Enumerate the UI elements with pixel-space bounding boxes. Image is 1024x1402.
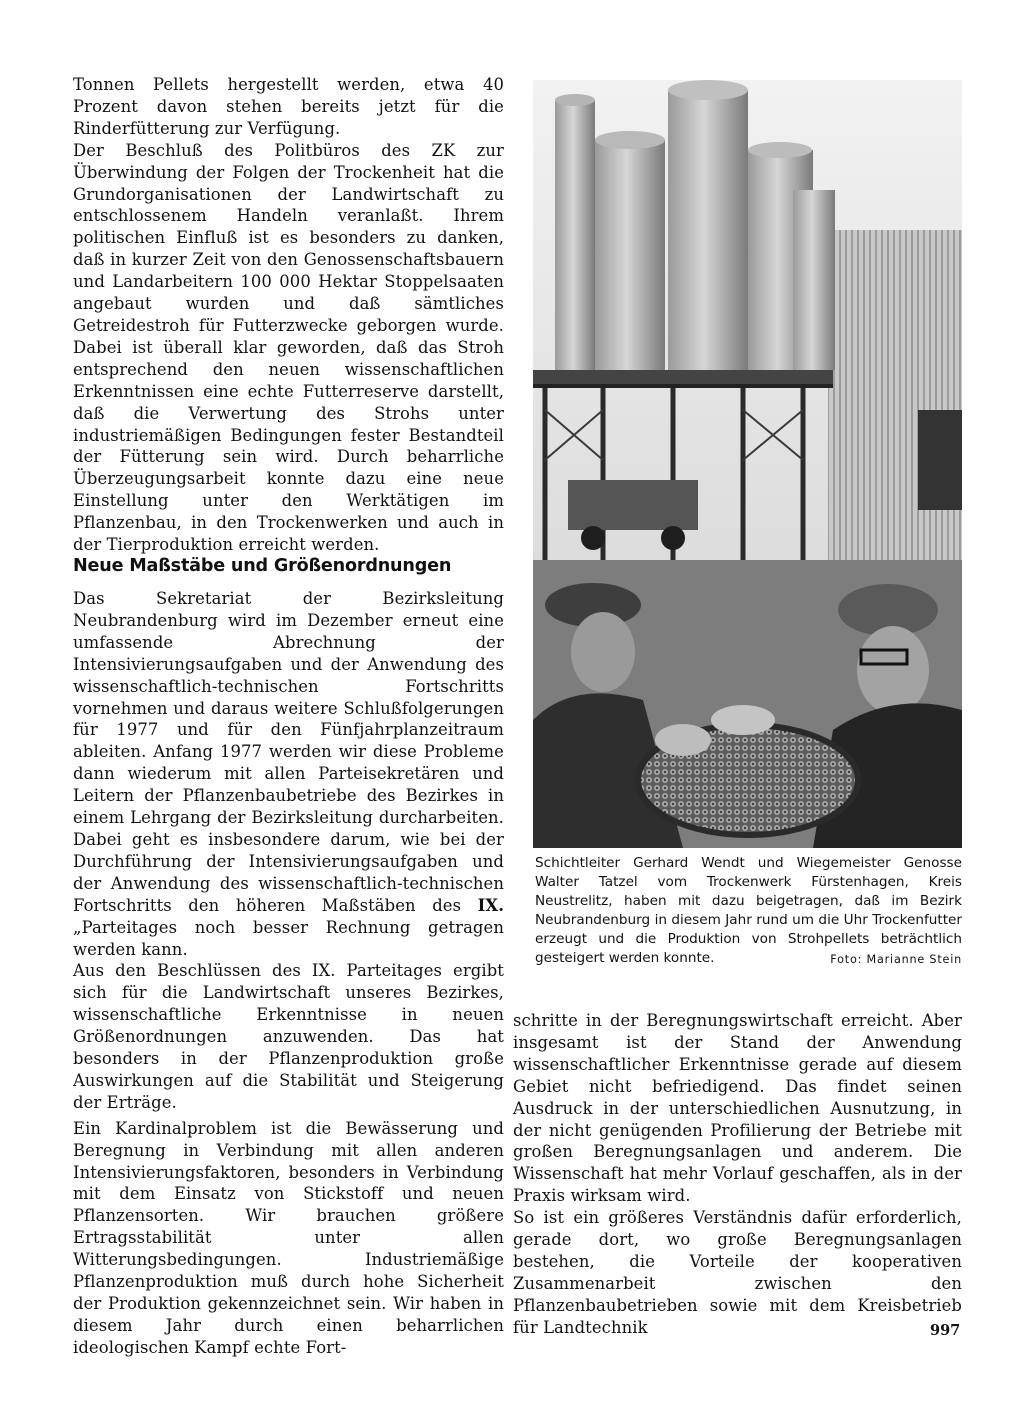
photo-credit: Foto: Marianne Stein xyxy=(830,952,962,966)
left-column xyxy=(73,74,504,556)
paragraph-3-text-a: Das Sekretariat der Bezirksleitung Neubrandenburg wird im Dezember erneut eine umfassende Abrechnung der Intensivierungsaufgaben und der Anwendung des wissenschaftlich-technischen Fortschritts vornehmen und daraus weitere Schlußfolgerungen für 1977 und für den Fünfjahrplanzeitraum ableiten. Anfang 1977 werden wir diese Probleme dann wiederum mit allen Parteisekretären und Leitern der Pflanzenbaubetriebe des Bezirkes in einem Lehrgang der Bezirksleitung durcharbeiten. Dabei geht es insbesondere darum, wie bei der Durchführung der Intensivierungsaufgaben und der Anwendung des wissenschaftlich-technischen Fortschritts den höheren Maßstäben des xyxy=(73,589,504,915)
paragraph-4: Aus den Beschlüssen des IX. Parteitages ergibt sich für die Landwirtschaft unseres Bezirkes, wissenschaftliche Erkenntnisse in neuen Größenordnungen anzuwenden. Das hat besonders in der Pflanzenproduktion große Auswirkungen auf die Stabilität und Steigerung der Erträge. xyxy=(73,961,504,1112)
left-column-section xyxy=(73,588,504,1359)
paragraph-3-bold: IX. xyxy=(477,895,504,915)
paragraph-7: So ist ein größeres Verständnis dafür erforderlich, gerade dort, wo große Beregnungsanlagen bestehen, die Vorteile der kooperativen Zusammenarbeit zwischen den Pflanzenbaubetrieben sowie mit dem Kreisbetrieb für Landtechnik xyxy=(513,1208,962,1337)
photo-caption xyxy=(535,854,962,969)
right-column xyxy=(513,1010,962,1339)
caption-text: Schichtleiter Gerhard Wendt und Wiegemeister Genosse Walter Tatzel vom Trockenwerk Fürstenhagen, Kreis Neustrelitz, haben mit dazu beigetragen, daß im Bezirk Neubrandenburg in diesem Jahr rund um die Uhr Trockenfutter erzeugt und die Produktion von Strohpellets beträchtlich gesteigert werden konnte. xyxy=(535,855,962,966)
photo-trockenwerk xyxy=(533,80,962,848)
paragraph-5: Ein Kardinalproblem ist die Bewässerung und Beregnung in Verbindung mit allen anderen Intensivierungsfaktoren, besonders in Verbindung mit dem Einsatz von Stickstoff und neuen Pflanzensorten. Wir brauchen größere Ertragsstabilität unter allen Witterungsbedingungen. Industriemäßige Pflanzenproduktion muß durch hohe Sicherheit der Produktion gekennzeichnet sein. Wir haben in diesem Jahr durch einen beharrlichen ideologischen Kampf echte Fort- xyxy=(73,1118,504,1357)
photo-illustration xyxy=(533,80,962,848)
paragraph-3 xyxy=(73,588,504,960)
paragraph-2: Der Beschluß des Politbüros des ZK zur Überwindung der Folgen der Trockenheit hat die Grundorganisationen der Landwirtschaft zu entschlossenem Handeln veranlaßt. Ihrem politischen Einfluß ist es besonders zu danken, daß in kurzer Zeit von den Genossenschaftsbauern und Landarbeitern 100 000 Hektar Stoppelsaaten angebaut wurden und daß sämtliches Getreidestroh für Futterzwecke geborgen wurde. Dabei ist überall klar geworden, daß das Stroh entsprechend den neuen wissenschaftlichen Erkenntnissen eine echte Futterreserve darstellt, daß die Verwertung des Strohs unter industriemäßigen Bedingungen fester Bestandteil der Fütterung sein wird. Durch beharrliche Überzeugungsarbeit konnte dazu eine neue Einstellung unter den Werktätigen im Pflanzenbau, in den Trockenwerken und auch in der Tierproduktion erreicht werden. xyxy=(73,140,504,555)
paragraph-6: schritte in der Beregnungswirtschaft erreicht. Aber insgesamt ist der Stand der Anwendung wissenschaftlicher Erkenntnisse gerade auf diesem Gebiet nicht befriedigend. Das findet seinen Ausdruck in der unterschiedlichen Ausnutzung, in der nicht genügenden Profilierung der Betriebe mit großen Beregnungsanlagen und anderem. Die Wissenschaft hat mehr Vorlauf geschaffen, als in der Praxis wirksam wird. xyxy=(513,1011,962,1206)
section-heading: Neue Maßstäbe und Größenordnungen xyxy=(73,556,452,576)
page-number: 997 xyxy=(930,1322,961,1339)
paragraph-1: Tonnen Pellets hergestellt werden, etwa 40 Prozent davon stehen bereits jetzt für die Rinderfütterung zur Verfügung. xyxy=(73,75,504,138)
paragraph-3-text-b: „Parteitages noch besser Rechnung getragen werden kann. xyxy=(73,917,504,959)
